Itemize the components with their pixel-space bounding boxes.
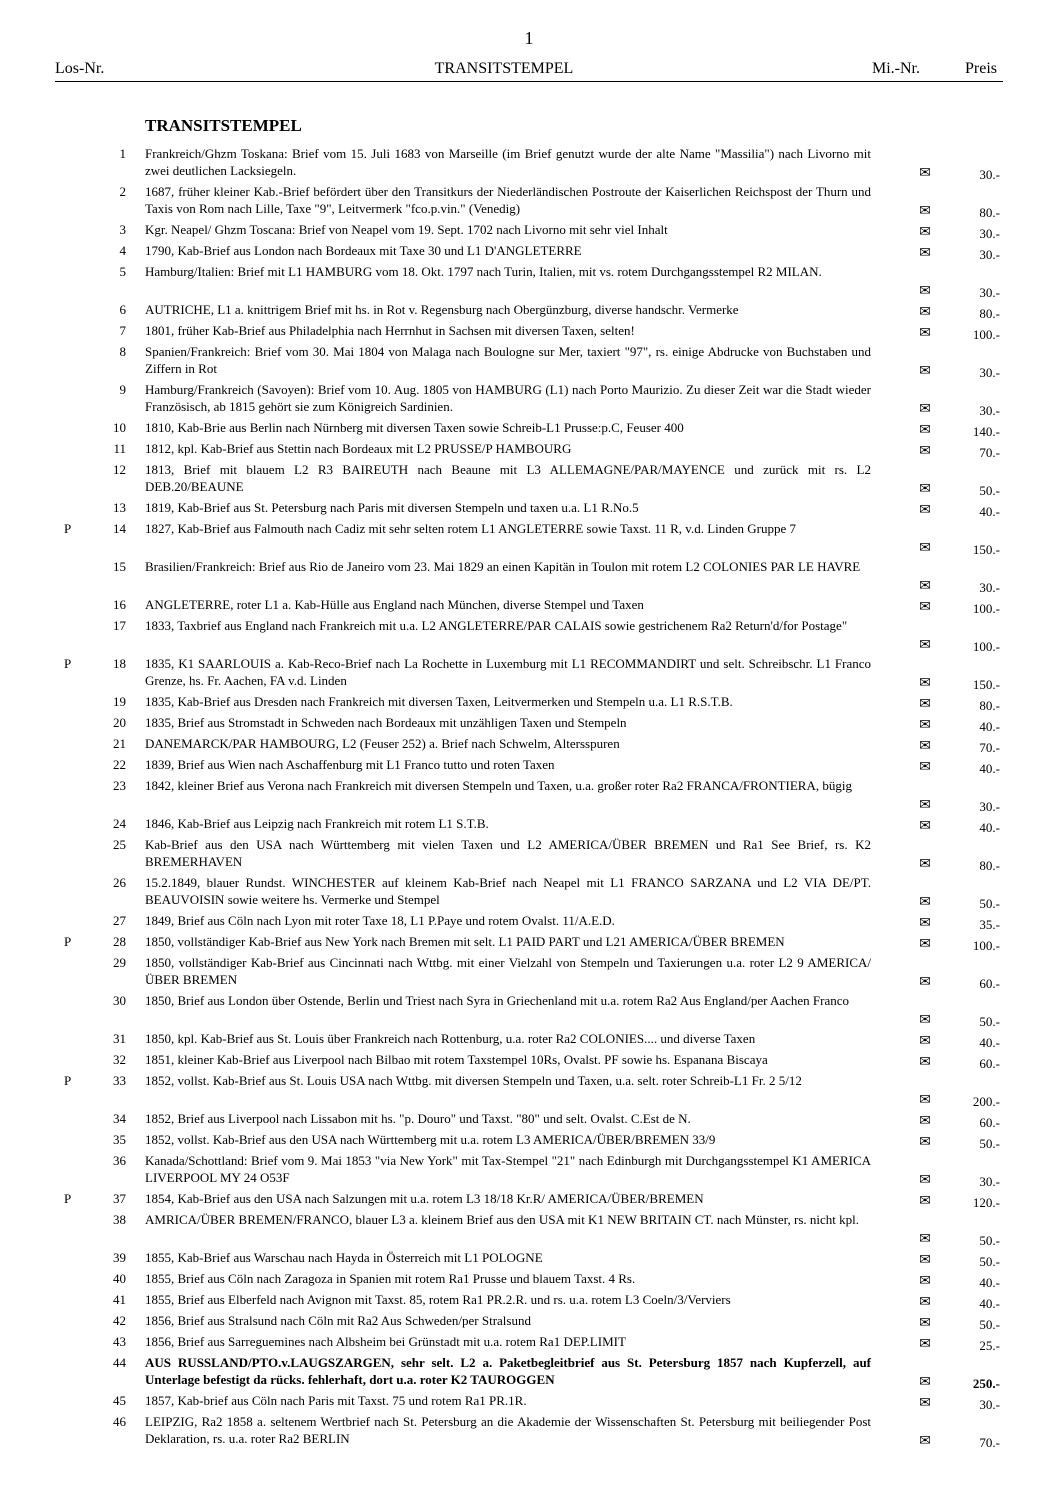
lot-description: AUS RUSSLAND/PTO.v.LAUGSZARGEN, sehr selt. L2 a. Paketbegleitbrief aus St. Petersburg 1857 nach Kupferzell, auf Unterlage befestigt da rücks. fehlerhaft, dort u.a. roter K2 TAUROGGEN — [145, 1355, 871, 1387]
lot-price: 30.- — [979, 365, 1000, 380]
lot-description: 1835, Brief aus Stromstadt in Schweden nach Bordeaux mit unzähligen Taxen und Stempeln — [145, 715, 627, 730]
lot-price: 60.- — [979, 1115, 1000, 1130]
lot-number: 8 — [119, 344, 126, 359]
envelope-icon: ✉ — [919, 1034, 931, 1049]
lot-price: 40.- — [979, 1275, 1000, 1290]
lot-row — [0, 715, 1058, 736]
lot-price: 80.- — [979, 698, 1000, 713]
lot-description: Kgr. Neapel/ Ghzm Toscana: Brief von Neapel vom 19. Sept. 1702 nach Livorno mit sehr viel Inhalt — [145, 222, 668, 237]
lot-price: 50.- — [979, 1014, 1000, 1029]
lot-number: 12 — [113, 462, 126, 477]
lot-row — [0, 559, 1058, 597]
lot-row — [0, 778, 1058, 816]
lot-number: 15 — [113, 559, 126, 574]
section-title: TRANSITSTEMPEL — [145, 116, 302, 135]
lot-description: 1790, Kab-Brief aus London nach Bordeaux mit Taxe 30 und L1 D'ANGLETERRE — [145, 243, 582, 258]
envelope-icon: ✉ — [919, 1194, 931, 1209]
lot-number: 39 — [113, 1250, 126, 1265]
lot-number: 13 — [113, 500, 126, 515]
lot-row — [0, 1052, 1058, 1073]
lot-number: 42 — [113, 1313, 126, 1328]
lot-row — [0, 1111, 1058, 1132]
lot-row — [0, 1073, 1058, 1111]
lot-number: 45 — [113, 1393, 126, 1408]
lot-price: 50.- — [979, 1136, 1000, 1151]
envelope-icon: ✉ — [919, 819, 931, 834]
envelope-icon: ✉ — [919, 1434, 931, 1449]
lot-row — [0, 993, 1058, 1031]
envelope-icon: ✉ — [919, 364, 931, 379]
lot-row — [0, 736, 1058, 757]
lot-number: 34 — [113, 1111, 126, 1126]
lot-price: 200.- — [972, 1094, 1000, 1109]
lot-price: 40.- — [979, 820, 1000, 835]
lot-row — [0, 816, 1058, 837]
lot-price: 30.- — [979, 1397, 1000, 1412]
lot-price: 30.- — [979, 403, 1000, 418]
lot-price: 60.- — [979, 976, 1000, 991]
envelope-icon: ✉ — [919, 739, 931, 754]
lot-row — [0, 1132, 1058, 1153]
lot-row — [0, 1292, 1058, 1313]
lot-price: 30.- — [979, 799, 1000, 814]
envelope-icon: ✉ — [919, 638, 931, 653]
lot-number: 31 — [113, 1031, 126, 1046]
lot-description: 1827, Kab-Brief aus Falmouth nach Cadiz mit sehr selten rotem L1 ANGLETERRE sowie Taxst. 11 R, v.d. Linden Gruppe 7 — [145, 521, 797, 536]
envelope-icon: ✉ — [919, 600, 931, 615]
lot-number: 4 — [119, 243, 126, 258]
lot-description: 1850, kpl. Kab-Brief aus St. Louis über Frankreich nach Rottenburg, u.a. roter Ra2 COLONIES.... und diverse Taxen — [145, 1031, 756, 1046]
lot-price: 50.- — [979, 483, 1000, 498]
lot-description: AUTRICHE, L1 a. knittrigem Brief mit hs. in Rot v. Regensburg nach Obergünzburg, diverse handschr. Vermerke — [145, 302, 739, 317]
lot-number: 17 — [113, 618, 126, 633]
lot-photo-marker: P — [64, 934, 72, 949]
envelope-icon: ✉ — [919, 975, 931, 990]
envelope-icon: ✉ — [919, 326, 931, 341]
lot-price: 40.- — [979, 1035, 1000, 1050]
lot-description: 1850, Brief aus London über Ostende, Berlin und Triest nach Syra in Griechenland mit u.a. rotem Ra2 Aus England/per Aachen Franco — [145, 993, 850, 1008]
lot-price: 100.- — [972, 327, 1000, 342]
lot-description: 1850, vollständiger Kab-Brief aus New York nach Bremen mit selt. L1 PAID PART und L21 AMERICA/ÜBER BREMEN — [145, 934, 785, 949]
lot-price: 100.- — [972, 639, 1000, 654]
lot-description: 1819, Kab-Brief aus St. Petersburg nach Paris mit diversen Stempeln und taxen u.a. L1 R.No.5 — [145, 500, 639, 515]
lot-row — [0, 420, 1058, 441]
lot-description: 1854, Kab-Brief aus den USA nach Salzungen mit u.a. rotem L3 18/18 Kr.R/ AMERICA/ÜBER/BREMEN — [145, 1191, 704, 1206]
envelope-icon: ✉ — [919, 1253, 931, 1268]
lot-row — [0, 222, 1058, 243]
lot-number: 37 — [113, 1191, 126, 1206]
lot-row — [0, 1250, 1058, 1271]
lot-number: 28 — [113, 934, 126, 949]
lot-description: 1846, Kab-Brief aus Leipzig nach Frankreich mit rotem L1 S.T.B. — [145, 816, 489, 831]
lot-description: 1855, Kab-Brief aus Warschau nach Hayda in Österreich mit L1 POLOGNE — [145, 1250, 543, 1265]
envelope-icon: ✉ — [919, 1173, 931, 1188]
envelope-icon: ✉ — [919, 718, 931, 733]
envelope-icon: ✉ — [919, 1013, 931, 1028]
lot-price: 150.- — [972, 677, 1000, 692]
lot-price: 150.- — [972, 542, 1000, 557]
lot-price: 30.- — [979, 167, 1000, 182]
lot-row — [0, 1271, 1058, 1292]
lot-description: 1801, früher Kab-Brief aus Philadelphia nach Herrnhut in Sachsen mit diversen Taxen, selten! — [145, 323, 635, 338]
lot-number: 6 — [119, 302, 126, 317]
header-title: TRANSITSTEMPEL — [434, 60, 574, 77]
lot-description: 1833, Taxbrief aus England nach Frankreich mit u.a. L2 ANGLETERRE/PAR CALAIS sowie gestrichenem Ra2 Return'd/for Postage" — [145, 618, 848, 633]
envelope-icon: ✉ — [919, 225, 931, 240]
lot-number: 46 — [113, 1414, 126, 1429]
envelope-icon: ✉ — [919, 503, 931, 518]
lot-price: 50.- — [979, 1254, 1000, 1269]
lot-number: 32 — [113, 1052, 126, 1067]
lot-number: 33 — [113, 1073, 126, 1088]
lot-description: 1855, Brief aus Elberfeld nach Avignon mit Taxst. 85, rotem Ra1 PR.2.R. und rs. u.a. rotem L3 Coeln/3/Verviers — [145, 1292, 731, 1307]
lot-number: 9 — [119, 382, 126, 397]
envelope-icon: ✉ — [919, 541, 931, 556]
lot-description: Hamburg/Frankreich (Savoyen): Brief vom 10. Aug. 1805 von HAMBURG (L1) nach Porto Maurizio. Zu dieser Zeit war die Stadt wieder Französisch, ab 1815 gehört sie zum Königreich Sardinien. — [145, 382, 871, 414]
envelope-icon: ✉ — [919, 676, 931, 691]
lot-row — [0, 146, 1058, 184]
envelope-icon: ✉ — [919, 579, 931, 594]
header-rule — [55, 81, 1003, 82]
lot-price: 30.- — [979, 580, 1000, 595]
envelope-icon: ✉ — [919, 760, 931, 775]
lot-row — [0, 441, 1058, 462]
lot-number: 40 — [113, 1271, 126, 1286]
lot-row — [0, 934, 1058, 955]
lot-number: 7 — [119, 323, 126, 338]
lot-row — [0, 243, 1058, 264]
lot-row — [0, 1355, 1058, 1393]
lot-row — [0, 955, 1058, 993]
lot-row — [0, 264, 1058, 302]
lot-number: 29 — [113, 955, 126, 970]
envelope-icon: ✉ — [919, 423, 931, 438]
envelope-icon: ✉ — [919, 246, 931, 261]
lot-number: 23 — [113, 778, 126, 793]
lot-price: 30.- — [979, 285, 1000, 300]
lot-number: 10 — [113, 420, 126, 435]
lot-list — [0, 146, 1058, 1452]
envelope-icon: ✉ — [919, 1375, 931, 1390]
lot-row — [0, 597, 1058, 618]
envelope-icon: ✉ — [919, 402, 931, 417]
lot-description: Hamburg/Italien: Brief mit L1 HAMBURG vom 18. Okt. 1797 nach Turin, Italien, mit vs. rotem Durchgangsstempel R2 MILAN. — [145, 264, 822, 279]
lot-number: 24 — [113, 816, 126, 831]
lot-description: 1839, Brief aus Wien nach Aschaffenburg mit L1 Franco tutto und roten Taxen — [145, 757, 555, 772]
lot-price: 40.- — [979, 719, 1000, 734]
lot-price: 40.- — [979, 1296, 1000, 1311]
envelope-icon: ✉ — [919, 166, 931, 181]
lot-number: 14 — [113, 521, 126, 536]
lot-description: 1857, Kab-brief aus Cöln nach Paris mit Taxst. 75 und rotem Ra1 PR.1R. — [145, 1393, 527, 1408]
envelope-icon: ✉ — [919, 204, 931, 219]
lot-row — [0, 618, 1058, 656]
lot-price: 50.- — [979, 896, 1000, 911]
lot-number: 25 — [113, 837, 126, 852]
lot-number: 16 — [113, 597, 126, 612]
page-number: 1 — [524, 28, 534, 48]
lot-description: 1813, Brief mit blauem L2 R3 BAIREUTH nach Beaune mit L3 ALLEMAGNE/PAR/MAYENCE und zurück mit rs. L2 DEB.20/BEAUNE — [145, 462, 871, 494]
lot-number: 44 — [113, 1355, 126, 1370]
lot-row — [0, 500, 1058, 521]
lot-row — [0, 694, 1058, 715]
envelope-icon: ✉ — [919, 284, 931, 299]
lot-number: 19 — [113, 694, 126, 709]
lot-row — [0, 1031, 1058, 1052]
lot-price: 140.- — [972, 424, 1000, 439]
lot-number: 3 — [119, 222, 126, 237]
lot-description: 1842, kleiner Brief aus Verona nach Frankreich mit diversen Stempeln und Taxen, u.a. großer roter Ra2 FRANCA/FRONTIERA, bügig — [145, 778, 852, 793]
lot-row — [0, 1212, 1058, 1250]
lot-description: 1852, vollst. Kab-Brief aus den USA nach Württemberg mit u.a. rotem L3 AMERICA/ÜBER/BREMEN 33/9 — [145, 1132, 716, 1147]
lot-row — [0, 1334, 1058, 1355]
lot-row — [0, 323, 1058, 344]
lot-description: DANEMARCK/PAR HAMBOURG, L2 (Feuser 252) a. Brief nach Schwelm, Altersspuren — [145, 736, 620, 751]
lot-price: 60.- — [979, 1056, 1000, 1071]
lot-row — [0, 656, 1058, 694]
lot-description: 1856, Brief aus Stralsund nach Cöln mit Ra2 Aus Schweden/per Stralsund — [145, 1313, 531, 1328]
lot-number: 1 — [119, 146, 126, 161]
header-los-nr: Los-Nr. — [55, 60, 105, 77]
lot-number: 11 — [113, 441, 126, 456]
lot-photo-marker: P — [64, 1191, 72, 1206]
lot-photo-marker: P — [64, 656, 72, 671]
lot-price: 70.- — [979, 445, 1000, 460]
lot-price: 30.- — [979, 247, 1000, 262]
lot-description: 1835, K1 SAARLOUIS a. Kab-Reco-Brief nach La Rochette in Luxemburg mit L1 RECOMMANDIRT und selt. Schreibschr. L1 Franco Grenze, hs. Fr. Aachen, FA v.d. Linden — [145, 656, 871, 688]
lot-row — [0, 757, 1058, 778]
lot-description: LEIPZIG, Ra2 1858 a. seltenem Wertbrief nach St. Petersburg an die Akademie der Wissenschaften St. Petersburg mit beiliegender Post Deklaration, rs. u.a. roter Ra2 BERLIN — [145, 1414, 871, 1446]
lot-row — [0, 1414, 1058, 1452]
lot-description: Brasilien/Frankreich: Brief aus Rio de Janeiro vom 23. Mai 1829 an einen Kapitän in Toulon mit rotem L2 COLONIES PAR LE HAVRE — [145, 559, 861, 574]
lot-number: 2 — [119, 184, 126, 199]
envelope-icon: ✉ — [919, 1114, 931, 1129]
envelope-icon: ✉ — [919, 1093, 931, 1108]
lot-price: 120.- — [972, 1195, 1000, 1210]
lot-price: 50.- — [979, 1317, 1000, 1332]
lot-number: 38 — [113, 1212, 126, 1227]
envelope-icon: ✉ — [919, 305, 931, 320]
lot-photo-marker: P — [64, 1073, 72, 1088]
lot-price: 25.- — [979, 1338, 1000, 1353]
lot-description: 1812, kpl. Kab-Brief aus Stettin nach Bordeaux mit L2 PRUSSE/P HAMBOURG — [145, 441, 572, 456]
lot-row — [0, 184, 1058, 222]
envelope-icon: ✉ — [919, 916, 931, 931]
lot-row — [0, 344, 1058, 382]
lot-description: Kanada/Schottland: Brief vom 9. Mai 1853 "via New York" mit Tax-Stempel "21" nach Edinburgh mit Durchgangsstempel K1 AMERICA LIVERPOOL MY 24 O53F — [145, 1153, 871, 1185]
lot-price: 40.- — [979, 761, 1000, 776]
lot-number: 27 — [113, 913, 126, 928]
envelope-icon: ✉ — [919, 697, 931, 712]
lot-number: 26 — [113, 875, 126, 890]
lot-description: 1856, Brief aus Sarreguemines nach Albsheim bei Grünstadt mit u.a. rotem Ra1 DEP.LIMIT — [145, 1334, 626, 1349]
lot-photo-marker: P — [64, 521, 72, 536]
lot-number: 43 — [113, 1334, 126, 1349]
lot-description: AMRICA/ÜBER BREMEN/FRANCO, blauer L3 a. kleinem Brief aus den USA mit K1 NEW BRITAIN CT. nach Münster, rs. nicht kpl. — [145, 1212, 859, 1227]
envelope-icon: ✉ — [919, 444, 931, 459]
envelope-icon: ✉ — [919, 895, 931, 910]
envelope-icon: ✉ — [919, 798, 931, 813]
lot-price: 100.- — [972, 938, 1000, 953]
lot-price: 80.- — [979, 205, 1000, 220]
lot-description: Frankreich/Ghzm Toskana: Brief vom 15. Juli 1683 von Marseille (im Brief genutzt wurde der alte Name "Massilia") nach Livorno mit zwei deutlichen Lacksiegeln. — [145, 146, 871, 178]
lot-description: ANGLETERRE, roter L1 a. Kab-Hülle aus England nach München, diverse Stempel und Taxen — [145, 597, 644, 612]
lot-description: 1855, Brief aus Cöln nach Zaragoza in Spanien mit rotem Ra1 Prusse und blauem Taxst. 4 Rs. — [145, 1271, 636, 1286]
header-mi-nr: Mi.-Nr. — [872, 60, 920, 77]
lot-row — [0, 1191, 1058, 1212]
envelope-icon: ✉ — [919, 937, 931, 952]
lot-number: 41 — [113, 1292, 126, 1307]
lot-price: 40.- — [979, 504, 1000, 519]
envelope-icon: ✉ — [919, 1135, 931, 1150]
lot-description: Spanien/Frankreich: Brief vom 30. Mai 1804 von Malaga nach Boulogne sur Mer, taxiert "97", rs. einige Abdrucke von Buchstaben und Ziffern in Rot — [145, 344, 871, 376]
envelope-icon: ✉ — [919, 482, 931, 497]
lot-row — [0, 521, 1058, 559]
lot-number: 22 — [113, 757, 126, 772]
envelope-icon: ✉ — [919, 1316, 931, 1331]
lot-description: 1850, vollständiger Kab-Brief aus Cincinnati nach Wttbg. mit einer Vielzahl von Stempeln und Taxierungen u.a. roter L2 9 AMERICA/ÜBER BREMEN — [145, 955, 871, 987]
lot-price: 50.- — [979, 1233, 1000, 1248]
lot-description: 1849, Brief aus Cöln nach Lyon mit roter Taxe 18, L1 P.Paye und rotem Ovalst. 11/A.E.D. — [145, 913, 615, 928]
lot-number: 18 — [113, 656, 126, 671]
lot-description: 1852, Brief aus Liverpool nach Lissabon mit hs. "p. Douro" und Taxst. "80" und selt. Ovalst. C.Est de N. — [145, 1111, 691, 1126]
column-header — [55, 60, 1003, 82]
lot-row — [0, 302, 1058, 323]
lot-description: Kab-Brief aus den USA nach Württemberg mit vielen Taxen und L2 AMERICA/ÜBER BREMEN und Ra1 See Brief, rs. K2 BREMERHAVEN — [145, 837, 871, 869]
envelope-icon: ✉ — [919, 1232, 931, 1247]
envelope-icon: ✉ — [919, 1274, 931, 1289]
lot-description: 15.2.1849, blauer Rundst. WINCHESTER auf kleinem Kab-Brief nach Neapel mit L1 FRANCO SARZANA und L2 VIA DE/PT. BEAUVOISIN sowie weitere hs. Vermerke und Stempel — [145, 875, 871, 907]
lot-price: 80.- — [979, 858, 1000, 873]
lot-row — [0, 1393, 1058, 1414]
lot-price: 30.- — [979, 1174, 1000, 1189]
lot-number: 5 — [119, 264, 126, 279]
envelope-icon: ✉ — [919, 1396, 931, 1411]
lot-row — [0, 382, 1058, 420]
envelope-icon: ✉ — [919, 1337, 931, 1352]
lot-description: 1835, Kab-Brief aus Dresden nach Frankreich mit diversen Taxen, Leitvermerken und Stempeln u.a. L1 R.S.T.B. — [145, 694, 733, 709]
lot-row — [0, 462, 1058, 500]
lot-price: 70.- — [979, 1435, 1000, 1450]
lot-description: 1810, Kab-Brie aus Berlin nach Nürnberg mit diversen Taxen sowie Schreib-L1 Prusse:p.C, Feuser 400 — [145, 420, 684, 435]
header-preis: Preis — [965, 60, 997, 77]
lot-number: 30 — [113, 993, 126, 1008]
lot-row — [0, 1313, 1058, 1334]
lot-number: 20 — [113, 715, 126, 730]
lot-description: 1851, kleiner Kab-Brief aus Liverpool nach Bilbao mit rotem Taxstempel 10Rs, Ovalst. PF sowie hs. Espanana Biscaya — [145, 1052, 768, 1067]
lot-price: 35.- — [979, 917, 1000, 932]
lot-price: 80.- — [979, 306, 1000, 321]
lot-number: 35 — [113, 1132, 126, 1147]
envelope-icon: ✉ — [919, 1295, 931, 1310]
lot-description: 1687, früher kleiner Kab.-Brief befördert über den Transitkurs der Niederländischen Postroute der Kaiserlichen Reichspost der Thurn und Taxis von Rom nach Lille, Taxe "9", Leitvermerk "fco.p.vin." (Venedig) — [145, 184, 871, 216]
lot-number: 21 — [113, 736, 126, 751]
lot-row — [0, 913, 1058, 934]
lot-price: 70.- — [979, 740, 1000, 755]
lot-price: 100.- — [972, 601, 1000, 616]
envelope-icon: ✉ — [919, 857, 931, 872]
lot-row — [0, 875, 1058, 913]
lot-row — [0, 1153, 1058, 1191]
lot-price: 250.- — [972, 1376, 1000, 1391]
lot-number: 36 — [113, 1153, 126, 1168]
lot-row — [0, 837, 1058, 875]
lot-price: 30.- — [979, 226, 1000, 241]
lot-description: 1852, vollst. Kab-Brief aus St. Louis USA nach Wttbg. mit diversen Stempeln und Taxen, u.a. selt. roter Schreib-L1 Fr. 2 5/12 — [145, 1073, 802, 1088]
envelope-icon: ✉ — [919, 1055, 931, 1070]
